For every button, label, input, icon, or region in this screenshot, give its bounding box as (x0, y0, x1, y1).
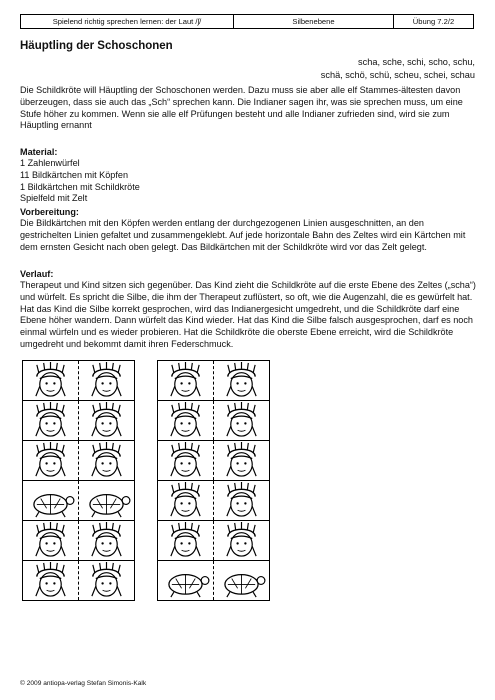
syllable-line: scha, sche, schi, scho, schu, (358, 57, 475, 67)
native-head-icon (23, 401, 78, 440)
material-item: 1 Zahlenwürfel (20, 158, 80, 168)
header-level: Silbenebene (234, 15, 394, 28)
native-head-icon (158, 361, 213, 400)
material-item: 11 Bildkärtchen mit Köpfen (20, 169, 129, 180)
turtle-icon (23, 481, 78, 520)
native-head-icon (23, 441, 78, 480)
turtle-icon (79, 481, 134, 520)
native-head-icon (214, 481, 269, 520)
native-head-icon (214, 401, 269, 440)
native-head-icon (214, 441, 269, 480)
material-heading: Material: (20, 147, 58, 157)
verlauf-text: Therapeut und Kind sitzen sich gegenüber. Das Kind zieht die Schildkröte auf die erste Ebene des Zeltes („scha“) und würfelt. Es spricht die Silbe, die ihm der Therapeut zuflüstert, so oft, wie die Augenzahl, die es gewürfelt hat. Hat das Kind die Silbe korrekt gesprochen, wird das Indianergesicht umgedreht, und die Schildkröte darf eine Ebene höher wandern. Dann würfelt das Kind wieder. Hat das Kind die Silbe falsch ausgesprochen, darf es noch einmal würfeln und es wieder probieren. Hat die Schildkröte die oberste Ebene erreicht, wird die Schildkröte umgedreht und bekommt damit ihren Federschmuck. (20, 280, 476, 349)
worksheet-header (20, 14, 474, 29)
native-head-icon (214, 521, 269, 560)
turtle-icon (158, 561, 213, 600)
intro-paragraph: Die Schildkröte will Häuptling der Schoschonen werden. Dazu muss sie aber alle elf Stammes-ältesten davon überzeugen, dass sie auch das „Sch“ sprechen kann. Die Indianer sagen ihr, was sie sprechen muss, um eine Stufe höher zu kommen. Wenn sie alle elf Prüfungen besteht und alle Indianer zufrieden sind, wird sie zum Häuptling ernannt (20, 85, 463, 131)
native-head-icon (23, 361, 78, 400)
native-head-icon (23, 521, 78, 560)
native-head-icon (23, 561, 78, 600)
header-course: Spielend richtig sprechen lernen: der Laut /ʃ/ (21, 15, 234, 28)
head-cards-grid-left (22, 360, 135, 601)
native-head-icon (79, 521, 134, 560)
native-head-icon (158, 401, 213, 440)
native-head-icon (214, 361, 269, 400)
material-item: 1 Bildkärtchen mit Schildkröte (20, 181, 140, 192)
native-head-icon (79, 561, 134, 600)
native-head-icon (158, 481, 213, 520)
vorbereitung-heading: Vorbereitung: (20, 207, 79, 217)
vorbereitung-text: Die Bildkärtchen mit den Köpfen werden entlang der durchgezogenen Linien ausgeschnitten, an den gestrichelten Linien gefaltet und zusammengeklebt. Auf jede horizontale Bahn des Zeltes wird ein Kärtchen mit dem ernsten Gesicht nach oben gelegt. Das Bildkärtchen mit der Schildkröte wird vor das Zelt gelegt. (20, 218, 466, 252)
native-head-icon (79, 361, 134, 400)
native-head-icon (158, 441, 213, 480)
page-title: Häuptling der Schoschonen (20, 40, 173, 52)
material-item: Spielfeld mit Zelt (20, 193, 88, 204)
copyright-footer: © 2009 antiopa-verlag Stefan Simonis-Kalk (20, 680, 147, 687)
syllable-line: schä, schö, schü, scheu, schei, schau (320, 70, 475, 80)
syllable-list (321, 56, 475, 82)
header-exercise: Übung 7.2/2 (412, 17, 455, 26)
material-list (20, 158, 476, 205)
turtle-icon (214, 561, 269, 600)
verlauf-heading: Verlauf: (20, 269, 54, 279)
native-head-icon (79, 401, 134, 440)
native-head-icon (158, 521, 213, 560)
native-head-icon (79, 441, 134, 480)
head-cards-grid-right (157, 360, 270, 601)
